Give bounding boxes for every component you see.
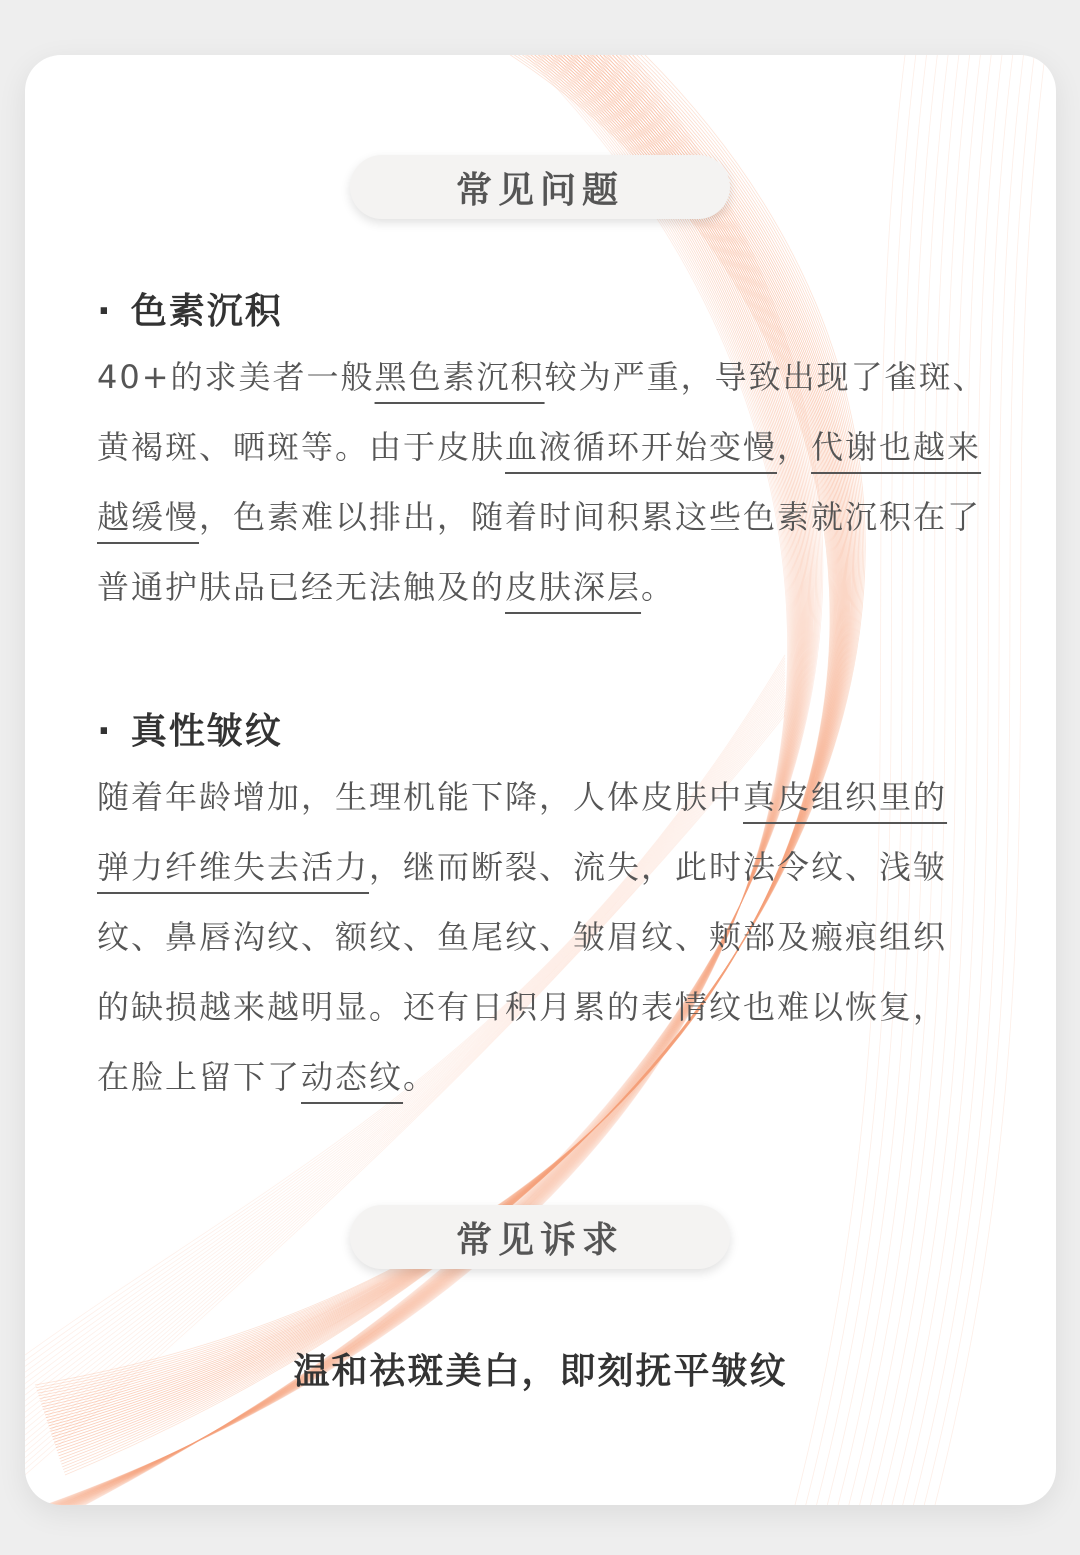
highlighted-term: 里的弹力纤维失去活力	[97, 778, 948, 886]
body-text: 40+的求美者一般	[97, 358, 375, 396]
body-text: 。	[403, 1058, 438, 1096]
highlighted-term: 黑色素沉积	[374, 358, 545, 396]
section-title-wrinkles	[97, 703, 283, 754]
appeal-heading-pill	[350, 1205, 730, 1269]
highlighted-term: 真皮组织	[743, 778, 880, 816]
highlighted-term: 血液循环开始变慢	[505, 428, 778, 466]
highlighted-term: 代谢也越来越缓慢	[97, 428, 982, 536]
body-text: 。	[641, 568, 676, 606]
bullet-dot: ·	[97, 711, 113, 752]
body-text: ，色素难以排出，随着时间积累这些色素就沉积在了普通护肤品已经无法触及的	[97, 498, 982, 606]
faq-heading: 常见问题	[455, 169, 624, 211]
content-card	[25, 55, 1056, 1505]
appeal-heading: 常见诉求	[455, 1219, 624, 1261]
section-title-text: 色素沉积	[130, 291, 283, 332]
section-body-pigment	[97, 342, 987, 622]
body-text: 较为严重，导致出现了雀斑、黄褐斑、晒斑等。由于皮肤	[97, 358, 987, 466]
appeal-tagline: 温和祛斑美白，即刻抚平皱纹	[293, 1351, 788, 1392]
section-body-wrinkles	[97, 762, 957, 1112]
body-text: ，	[777, 428, 812, 466]
faq-heading-pill	[350, 155, 730, 219]
highlighted-term: 动态纹	[301, 1058, 404, 1096]
body-text: ，继而断裂、流失，此时法令纹、浅皱纹、鼻唇沟纹、额纹、鱼尾纹、皱眉纹、颊部及瘢痕组织的缺损越来越明显。还有日积月累的表情纹也难以恢复，在脸上留下了	[97, 848, 948, 1096]
section-title-pigment	[97, 283, 283, 334]
section-title-text: 真性皱纹	[130, 711, 283, 752]
highlighted-term: 皮肤深层	[505, 568, 642, 606]
bullet-dot: ·	[97, 291, 113, 332]
body-text: 随着年龄增加，生理机能下降，人体皮肤中	[97, 778, 744, 816]
